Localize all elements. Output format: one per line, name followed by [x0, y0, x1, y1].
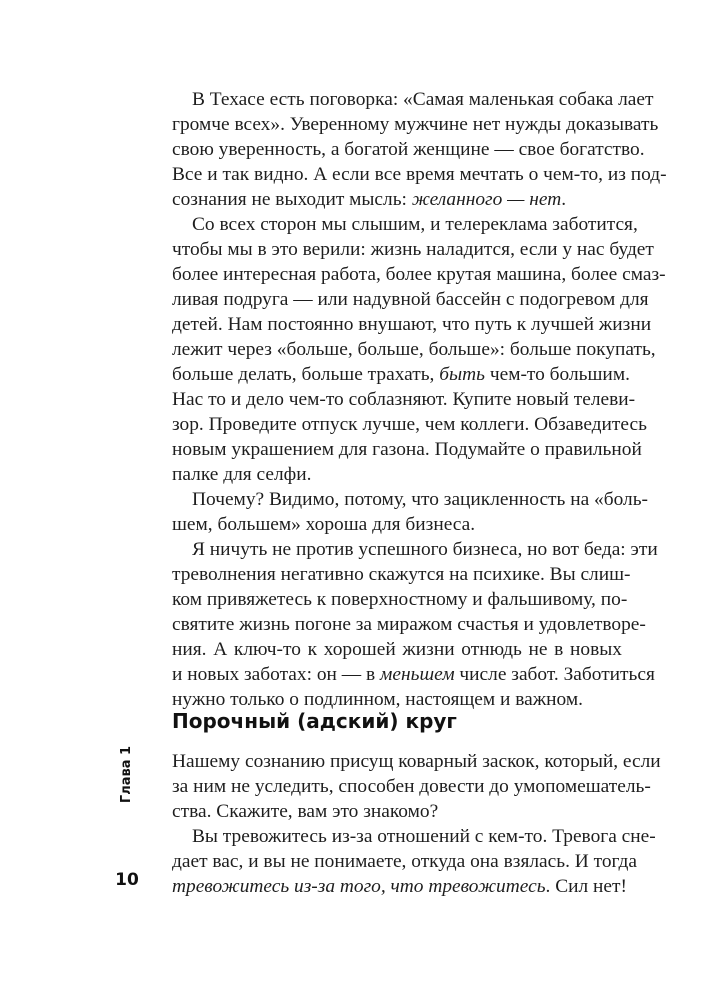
text-line: тревожитесь из-за того, что тревожитесь. Сил нет!	[172, 876, 627, 897]
text-line: более интересная работа, более крутая машина, более смаз-	[172, 264, 666, 285]
text-line: святите жизнь погоне за миражом счастья и удовлетворе-	[172, 614, 646, 635]
text-line: новым украшением для газона. Подумайте о правильной	[172, 439, 642, 460]
emphasis: быть	[439, 364, 485, 385]
text-line: ком привяжетесь к поверхностному и фальшивому, по-	[172, 589, 628, 610]
text-line: Я ничуть не против успешного бизнеса, но вот беда: эти	[192, 539, 658, 560]
text-line: палке для селфи.	[172, 464, 312, 485]
text-line: свою уверенность, а богатой женщине — свое богатство.	[172, 139, 645, 160]
emphasis: меньшем	[380, 664, 455, 685]
text-line: дает вас, и вы не понимаете, откуда она взялась. И тогда	[172, 851, 638, 872]
text-line: зор. Проведите отпуск лучше, чем коллеги. Обзаведитесь	[172, 414, 647, 435]
text-line: Со всех сторон мы слышим, и телереклама заботится,	[192, 214, 638, 235]
chapter-label: Глава 1	[119, 745, 135, 803]
text-line: В Техасе есть поговорка: «Самая маленькая собака лает	[192, 89, 654, 110]
text-line: ливая подруга — или надувной бассейн с подогревом для	[172, 289, 649, 310]
text-line: чтобы мы в это верили: жизнь наладится, если у нас будет	[172, 239, 654, 260]
text-line: больше делать, больше трахать, быть чем-то большим.	[172, 364, 630, 385]
emphasis: желанного — нет	[411, 189, 562, 210]
emphasis: тревожитесь из-за того, что тревожитесь	[172, 876, 546, 897]
text-line: и новых заботах: он — в меньшем числе забот. Заботиться	[172, 664, 655, 685]
text-line: за ним не уследить, способен довести до умопомешатель-	[172, 776, 651, 797]
page-number: 10	[115, 870, 139, 890]
text-line: нужно только о подлинном, настоящем и важном.	[172, 689, 583, 710]
text-line: лежит через «больше, больше, больше»: больше покупать,	[172, 339, 656, 360]
text-line: Все и так видно. А если все время мечтать о чем-то, из под-	[172, 164, 667, 185]
text-line: громче всех». Уверенному мужчине нет нужды доказывать	[172, 114, 659, 135]
text-line: сознания не выходит мысль: желанного — нет.	[172, 189, 567, 210]
text-line: Вы тревожитесь из-за отношений с кем-то. Тревога сне-	[192, 826, 656, 847]
text-line: Почему? Видимо, потому, что зацикленность на «боль-	[192, 489, 649, 510]
text-line: Нас то и дело чем-то соблазняют. Купите новый телеви-	[172, 389, 636, 410]
text-line: шем, большем» хороша для бизнеса.	[172, 514, 476, 535]
text-line: детей. Нам постоянно внушают, что путь к лучшей жизни	[172, 314, 652, 335]
text-line: треволнения негативно скажутся на психике. Вы слиш-	[172, 564, 631, 585]
text-line: ства. Скажите, вам это знакомо?	[172, 801, 439, 822]
section-heading: Порочный (адский) круг	[172, 709, 457, 733]
text-line: Нашему сознанию присущ коварный заскок, который, если	[172, 751, 661, 772]
text-line: ния. А ключ-то к хорошей жизни отнюдь не в новых	[172, 639, 622, 660]
